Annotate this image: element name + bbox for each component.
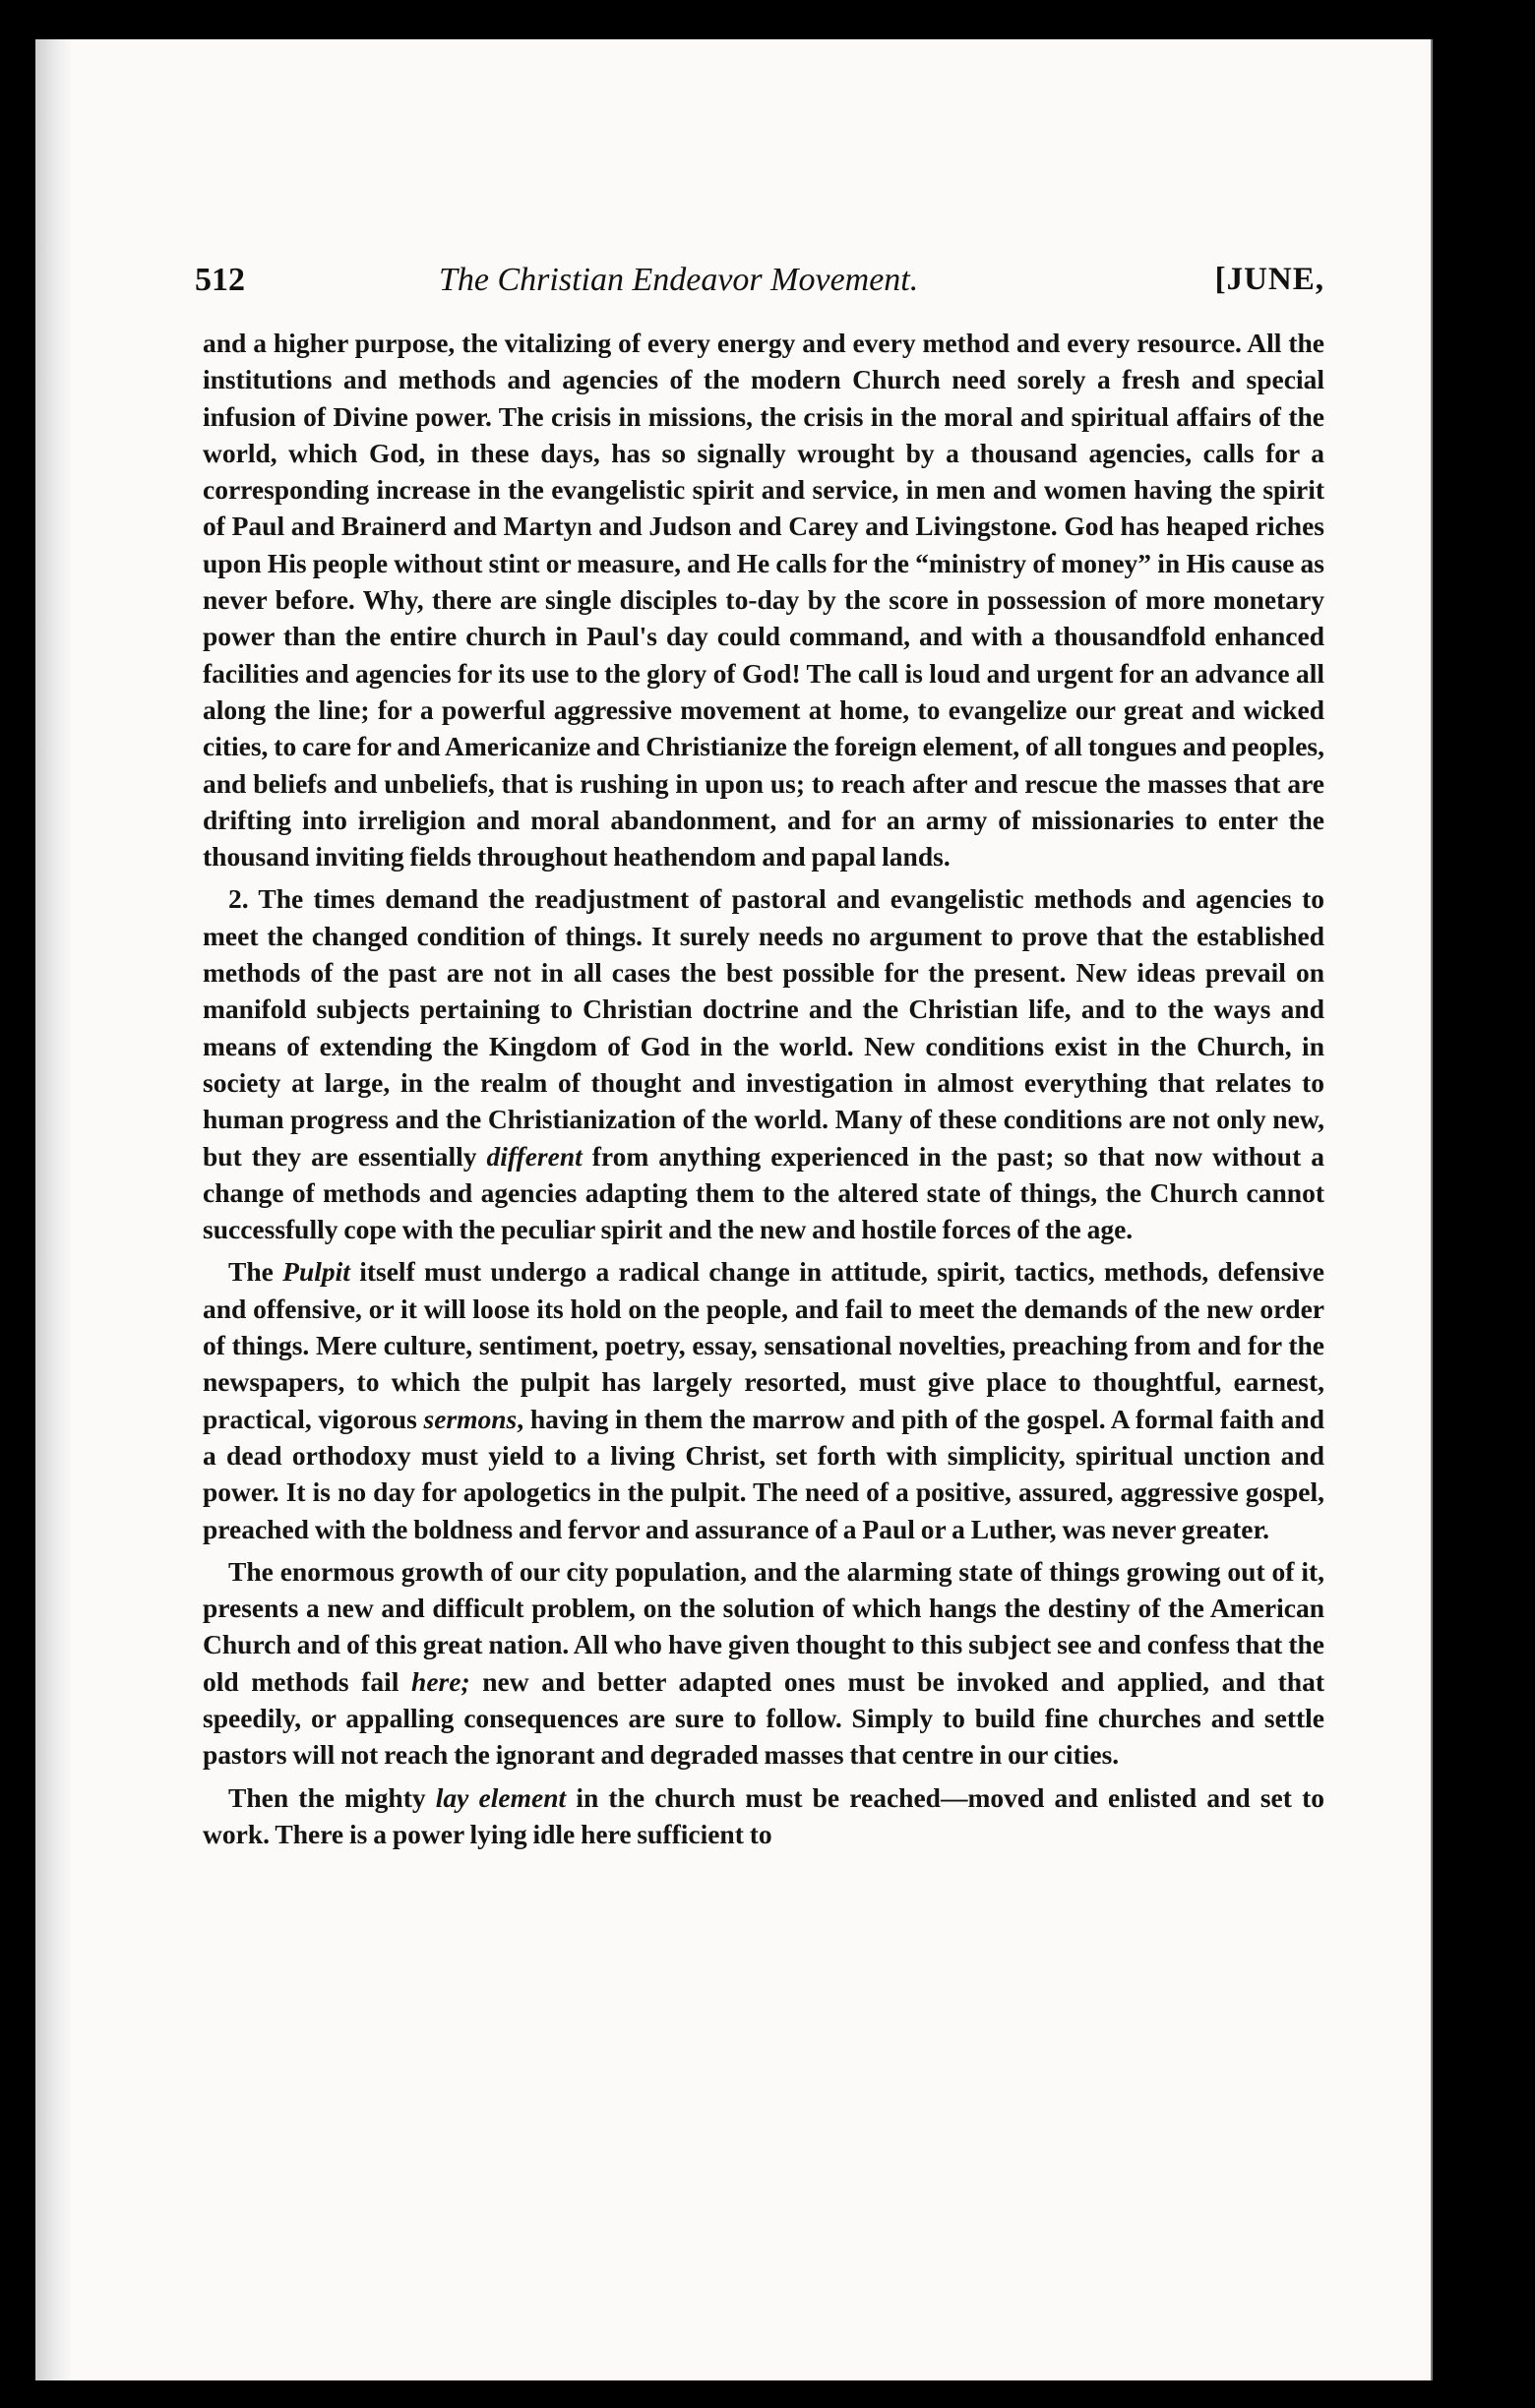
emphasis-lay-element: lay element: [435, 1781, 567, 1813]
emphasis-different: different: [486, 1140, 583, 1172]
paragraph-1: [203, 325, 1324, 874]
paragraph-2-text: 2. The times demand the readjustment of pastoral and evangelistic methods and agencies to meet the changed condition of things. It surely needs no argument to prove that the established methods of the past are not in all cases the best possible for the present. New ideas prevail on manifold subjects pertaining to Christian doctrine and the Christian life, and to the ways and means of extending the Kingdom of God in the world. New conditions exist in the Church, in society at large, in the realm of thought and investigation in almost everything that relates to human progress and the Christianization of the world. Many of these conditions are not only new, but they are essentially: [203, 883, 1324, 1172]
emphasis-here: here;: [411, 1665, 470, 1697]
paragraph-2: [203, 880, 1324, 1247]
body-text: [203, 325, 1324, 2341]
paragraph-5-text: Then the mighty: [228, 1781, 436, 1813]
paragraph-3-text-end: , having in them the marrow and pith of the gospel. A formal faith and a dead orthodoxy must yield to a living Christ, set forth with simplicity, spiritual unction and power. It is no day for apologetics in the pulpit. The need of a positive, assured, aggressive gospel, preached with the boldness and fervor and assurance of a Paul or a Luther, was never greater.: [203, 1403, 1324, 1544]
running-title: The Christian Endeavor Movement.: [439, 262, 919, 298]
scan-border: [1433, 39, 1535, 2380]
paragraph-4: [203, 1553, 1324, 1774]
page-binding-gutter: [35, 39, 73, 2380]
running-date: [JUNE,: [1214, 262, 1324, 297]
paragraph-3-text: The: [228, 1256, 283, 1288]
book-page: [35, 39, 1431, 2380]
paragraph-5-text-cont: in the church must be reached—moved and enlisted and set to work. There is a power lying idle here sufficient to: [203, 1781, 1324, 1849]
paragraph-3-text-cont: itself must undergo a radical change in attitude, spirit, tactics, methods, defensive and offensive, or it will loose its hold on the people, and fail to meet the demands of the new order of things. Mere culture, sentiment, poetry, essay, sensational novelties, preaching from and for the newspapers, to which the pulpit has largely resorted, must give place to thoughtful, earnest, practical, vigorous: [203, 1256, 1324, 1434]
paragraph-4-text-cont: new and better adapted ones must be invoked and applied, and that speedily, or appalling consequences are sure to follow. Simply to build fine churches and settle pastors will not reach the ignorant and degraded masses that centre in our cities.: [203, 1665, 1324, 1771]
emphasis-pulpit: Pulpit: [282, 1256, 350, 1288]
paragraph-4-text: The enormous growth of our city population, and the alarming state of things growing out of it, presents a new and difficult problem, on the solution of which hangs the destiny of the American Church and of this great nation. All who have given thought to this subject see and confess that the old methods fail: [203, 1555, 1324, 1697]
paragraph-2-text-cont: from anything experienced in the past; so that now without a change of methods and agencies adapting them to the altered state of things, the Church cannot successfully cope with the peculiar spirit and the new and hostile forces of the age.: [203, 1140, 1324, 1245]
emphasis-sermons: sermons: [423, 1403, 518, 1434]
paragraph-5: [203, 1779, 1324, 1853]
running-head: [195, 262, 1324, 307]
paragraph-3: [203, 1253, 1324, 1546]
paragraph-1-text: and a higher purpose, the vitalizing of every energy and every method and every resource. All the institutions and methods and agencies of the modern Church need sorely a fresh and special infusion of Divine power. The crisis in missions, the crisis in the moral and spiritual affairs of the world, which God, in these days, has so signally wrought by a thousand agencies, calls for a corresponding increase in the evangelistic spirit and service, in men and women having the spirit of Paul and Brainerd and Martyn and Judson and Carey and Livingstone. God has heaped riches upon His people without stint or measure, and He calls for the “ministry of money” in His cause as never before. Why, there are single disciples to-day by the score in possession of more monetary power than the entire church in Paul's day could command, and with a thousandfold enhanced facilities and agencies for its use to the glory of God! The call is loud and urgent for an advance all along the line; for a powerful aggressive movement at home, to evangelize our great and wicked cities, to care for and Americanize and Christianize the foreign element, of all tongues and peoples, and beliefs and unbeliefs, that is rushing in upon us; to reach after and rescue the masses that are drifting into irreligion and moral abandonment, and for an army of missionaries to enter the thousand inviting fields throughout heathendom and papal lands.: [203, 328, 1324, 873]
page-number: 512: [195, 262, 245, 298]
